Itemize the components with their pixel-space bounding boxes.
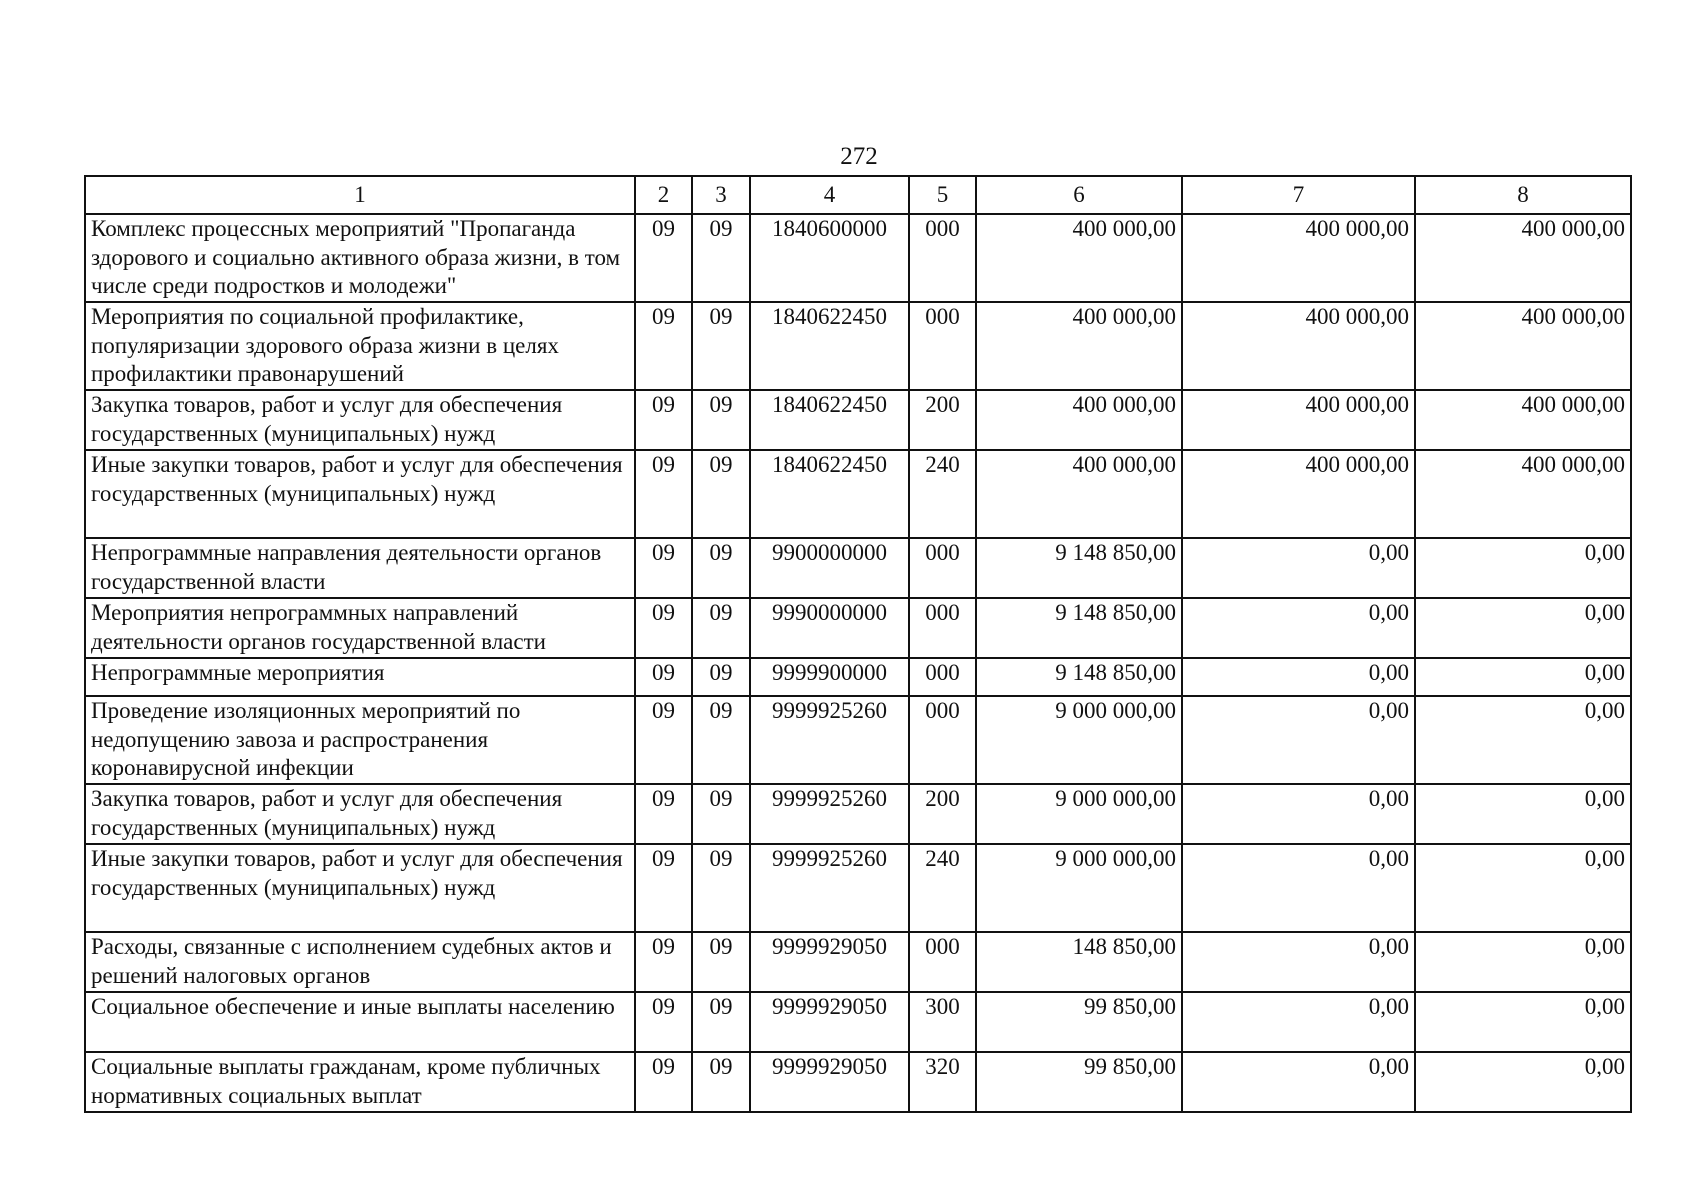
expense-type-code: 240 <box>909 844 976 932</box>
amount-year-2: 400 000,00 <box>1182 302 1415 390</box>
amount-year-1: 400 000,00 <box>976 450 1182 538</box>
amount-year-1: 400 000,00 <box>976 302 1182 390</box>
target-article-code: 1840622450 <box>750 302 909 390</box>
section-code: 09 <box>635 844 692 932</box>
subsection-code: 09 <box>692 214 750 302</box>
section-code: 09 <box>635 450 692 538</box>
amount-year-2: 0,00 <box>1182 1052 1415 1112</box>
amount-year-3: 0,00 <box>1415 932 1631 992</box>
amount-year-1: 99 850,00 <box>976 992 1182 1052</box>
amount-year-1: 400 000,00 <box>976 214 1182 302</box>
expense-type-code: 200 <box>909 784 976 844</box>
amount-year-2: 0,00 <box>1182 932 1415 992</box>
amount-year-1: 9 000 000,00 <box>976 696 1182 784</box>
subsection-code: 09 <box>692 538 750 598</box>
amount-year-2: 0,00 <box>1182 538 1415 598</box>
amount-year-1: 9 000 000,00 <box>976 844 1182 932</box>
target-article-code: 9999925260 <box>750 784 909 844</box>
amount-year-3: 0,00 <box>1415 1052 1631 1112</box>
amount-year-3: 0,00 <box>1415 538 1631 598</box>
target-article-code: 9999925260 <box>750 696 909 784</box>
expense-type-code: 000 <box>909 302 976 390</box>
section-code: 09 <box>635 1052 692 1112</box>
expense-type-code: 000 <box>909 598 976 658</box>
amount-year-1: 9 148 850,00 <box>976 538 1182 598</box>
expense-type-code: 320 <box>909 1052 976 1112</box>
section-code: 09 <box>635 932 692 992</box>
target-article-code: 9999925260 <box>750 844 909 932</box>
table-row <box>85 784 1631 844</box>
amount-year-3: 400 000,00 <box>1415 214 1631 302</box>
item-name: Непрограммные направления деятельности органов государственной власти <box>85 538 635 598</box>
budget-table <box>84 175 1632 1113</box>
amount-year-2: 400 000,00 <box>1182 214 1415 302</box>
amount-year-1: 9 148 850,00 <box>976 658 1182 696</box>
table-row <box>85 992 1631 1052</box>
item-name: Социальное обеспечение и иные выплаты населению <box>85 992 635 1052</box>
column-number-row <box>85 176 1631 214</box>
item-name: Комплекс процессных мероприятий "Пропаганда здорового и социально активного образа жизни, в том числе среди подростков и молодежи" <box>85 214 635 302</box>
expense-type-code: 000 <box>909 696 976 784</box>
amount-year-1: 9 000 000,00 <box>976 784 1182 844</box>
table-body <box>85 214 1631 1112</box>
amount-year-2: 400 000,00 <box>1182 390 1415 450</box>
amount-year-3: 400 000,00 <box>1415 450 1631 538</box>
expense-type-code: 240 <box>909 450 976 538</box>
column-header: 5 <box>909 176 976 214</box>
section-code: 09 <box>635 598 692 658</box>
target-article-code: 9999929050 <box>750 992 909 1052</box>
subsection-code: 09 <box>692 658 750 696</box>
table-row <box>85 1052 1631 1112</box>
section-code: 09 <box>635 302 692 390</box>
amount-year-3: 0,00 <box>1415 844 1631 932</box>
table-row <box>85 844 1631 932</box>
subsection-code: 09 <box>692 598 750 658</box>
amount-year-1: 99 850,00 <box>976 1052 1182 1112</box>
target-article-code: 9999929050 <box>750 1052 909 1112</box>
amount-year-2: 0,00 <box>1182 844 1415 932</box>
amount-year-2: 400 000,00 <box>1182 450 1415 538</box>
table-row <box>85 390 1631 450</box>
item-name: Иные закупки товаров, работ и услуг для обеспечения государственных (муниципальных) нужд <box>85 450 635 538</box>
table-row <box>85 658 1631 696</box>
section-code: 09 <box>635 784 692 844</box>
item-name: Мероприятия по социальной профилактике, популяризации здорового образа жизни в целях профилактики правонарушений <box>85 302 635 390</box>
column-header: 7 <box>1182 176 1415 214</box>
amount-year-3: 0,00 <box>1415 598 1631 658</box>
target-article-code: 1840622450 <box>750 390 909 450</box>
item-name: Закупка товаров, работ и услуг для обеспечения государственных (муниципальных) нужд <box>85 390 635 450</box>
section-code: 09 <box>635 390 692 450</box>
amount-year-1: 148 850,00 <box>976 932 1182 992</box>
target-article-code: 1840600000 <box>750 214 909 302</box>
item-name: Иные закупки товаров, работ и услуг для обеспечения государственных (муниципальных) нужд <box>85 844 635 932</box>
table-row <box>85 696 1631 784</box>
expense-type-code: 000 <box>909 538 976 598</box>
table-row <box>85 598 1631 658</box>
column-header: 6 <box>976 176 1182 214</box>
section-code: 09 <box>635 658 692 696</box>
subsection-code: 09 <box>692 932 750 992</box>
amount-year-1: 400 000,00 <box>976 390 1182 450</box>
item-name: Мероприятия непрограммных направлений деятельности органов государственной власти <box>85 598 635 658</box>
amount-year-3: 0,00 <box>1415 696 1631 784</box>
item-name: Закупка товаров, работ и услуг для обеспечения государственных (муниципальных) нужд <box>85 784 635 844</box>
subsection-code: 09 <box>692 302 750 390</box>
table-row <box>85 302 1631 390</box>
target-article-code: 9999929050 <box>750 932 909 992</box>
amount-year-3: 0,00 <box>1415 784 1631 844</box>
section-code: 09 <box>635 696 692 784</box>
target-article-code: 9900000000 <box>750 538 909 598</box>
expense-type-code: 300 <box>909 992 976 1052</box>
section-code: 09 <box>635 992 692 1052</box>
subsection-code: 09 <box>692 696 750 784</box>
amount-year-2: 0,00 <box>1182 784 1415 844</box>
amount-year-2: 0,00 <box>1182 598 1415 658</box>
column-header: 3 <box>692 176 750 214</box>
column-header: 4 <box>750 176 909 214</box>
amount-year-3: 400 000,00 <box>1415 390 1631 450</box>
item-name: Проведение изоляционных мероприятий по недопущению завоза и распространения коронавирусной инфекции <box>85 696 635 784</box>
column-header: 2 <box>635 176 692 214</box>
amount-year-3: 0,00 <box>1415 992 1631 1052</box>
target-article-code: 9999900000 <box>750 658 909 696</box>
column-header: 8 <box>1415 176 1631 214</box>
target-article-code: 9990000000 <box>750 598 909 658</box>
subsection-code: 09 <box>692 992 750 1052</box>
item-name: Социальные выплаты гражданам, кроме публичных нормативных социальных выплат <box>85 1052 635 1112</box>
table-row <box>85 450 1631 538</box>
column-header: 1 <box>85 176 635 214</box>
subsection-code: 09 <box>692 450 750 538</box>
subsection-code: 09 <box>692 844 750 932</box>
section-code: 09 <box>635 214 692 302</box>
amount-year-2: 0,00 <box>1182 992 1415 1052</box>
amount-year-3: 400 000,00 <box>1415 302 1631 390</box>
table-row <box>85 932 1631 992</box>
expense-type-code: 000 <box>909 214 976 302</box>
expense-type-code: 000 <box>909 932 976 992</box>
page-number: 272 <box>840 143 878 170</box>
amount-year-2: 0,00 <box>1182 658 1415 696</box>
amount-year-1: 9 148 850,00 <box>976 598 1182 658</box>
expense-type-code: 200 <box>909 390 976 450</box>
subsection-code: 09 <box>692 1052 750 1112</box>
subsection-code: 09 <box>692 784 750 844</box>
amount-year-3: 0,00 <box>1415 658 1631 696</box>
table-row <box>85 214 1631 302</box>
amount-year-2: 0,00 <box>1182 696 1415 784</box>
expense-type-code: 000 <box>909 658 976 696</box>
subsection-code: 09 <box>692 390 750 450</box>
item-name: Расходы, связанные с исполнением судебных актов и решений налоговых органов <box>85 932 635 992</box>
table-row <box>85 538 1631 598</box>
target-article-code: 1840622450 <box>750 450 909 538</box>
section-code: 09 <box>635 538 692 598</box>
item-name: Непрограммные мероприятия <box>85 658 635 696</box>
